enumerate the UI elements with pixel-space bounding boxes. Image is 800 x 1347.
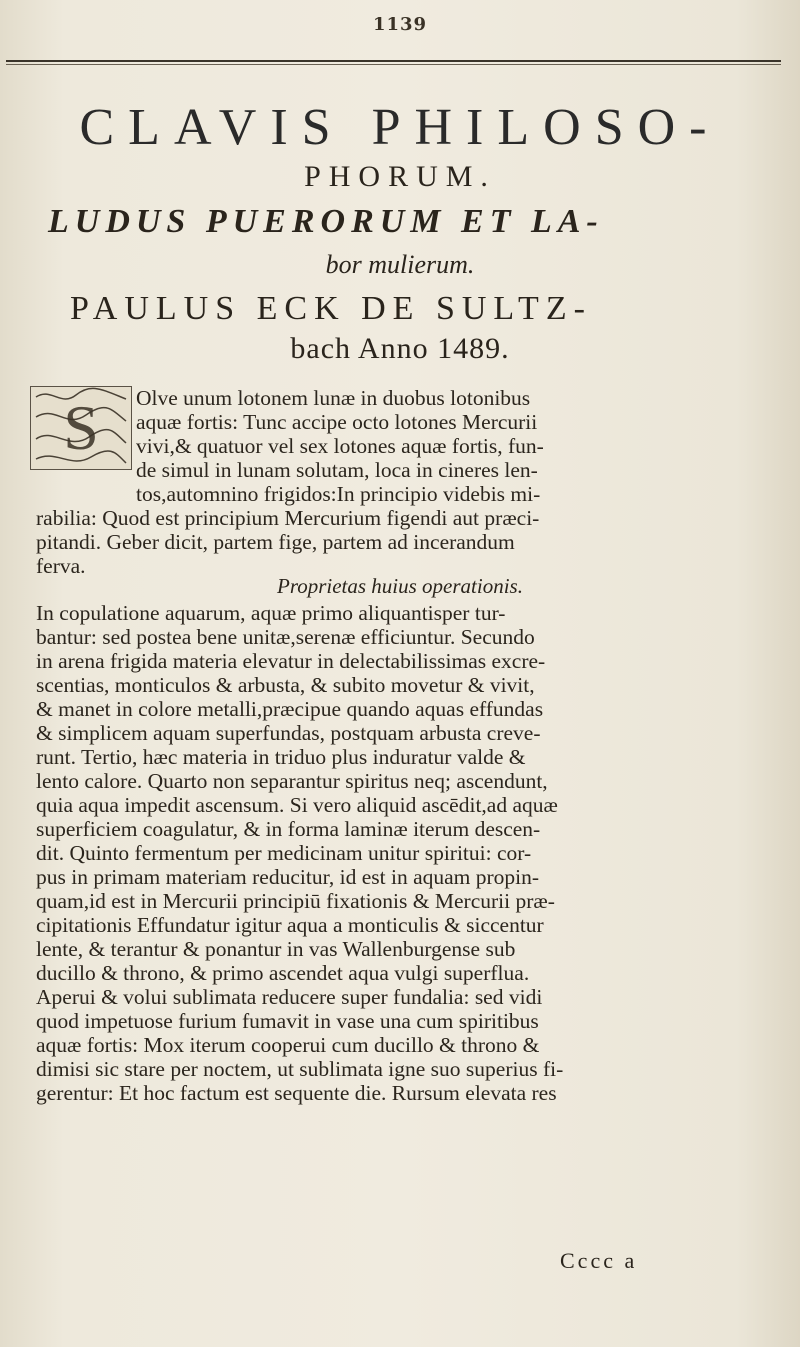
page-number: 1139 <box>372 14 428 35</box>
text-line: in arena frigida materia elevatur in delectabilissimas excre- <box>36 649 546 673</box>
text-line: In copulatione aquarum, aquæ primo aliquantisper tur- <box>36 601 506 625</box>
text-line: scentias, monticulos & arbusta, & subito movetur & vivit, <box>36 673 535 697</box>
svg-text:S: S <box>63 392 99 463</box>
intro-line: vivi,& quatuor vel sex lotones aquæ fortis, fun- <box>136 434 544 458</box>
text-line: bantur: sed postea bene unitæ,serenæ efficiuntur. Secundo <box>36 625 535 649</box>
text-line: lento calore. Quarto non separantur spiritus neq; ascendunt, <box>36 769 548 793</box>
author-line-2: bach Anno 1489. <box>290 332 510 365</box>
title-line-3: LUDUS PUERORUM ET LA- <box>48 203 604 240</box>
text-line: & manet in colore metalli,præcipue quando aquas effundas <box>36 697 544 721</box>
catchword: Cccc a <box>560 1248 638 1273</box>
text-line: cipitationis Effundatur igitur aqua a monticulis & siccentur <box>36 913 544 937</box>
text-line: superficiem coagulatur, & in forma laminæ iterum descen- <box>36 817 541 841</box>
text-line: lente, & terantur & ponantur in vas Wallenburgense sub <box>36 937 516 961</box>
text-line: ferva. <box>36 554 86 578</box>
text-line: rabilia: Quod est principium Mercurium figendi aut præci- <box>36 506 540 530</box>
text-line: & simplicem aquam superfundas, postquam arbusta creve- <box>36 721 541 745</box>
intro-line: tos,automnino frigidos:In principio videbis mi- <box>136 482 541 506</box>
title-line-1: CLAVIS PHILOSO- <box>79 99 721 156</box>
text-line: Aperui & volui sublimata reducere super fundalia: sed vidi <box>36 985 543 1009</box>
title-line-4: bor mulierum. <box>325 250 475 279</box>
text-line: dimisi sic stare per noctem, ut sublimata igne suo superius fi- <box>36 1057 564 1081</box>
intro-line: Olve unum lotonem lunæ in duobus lotonibus <box>136 386 531 410</box>
text-line: runt. Tertio, hæc materia in triduo plus induratur valde & <box>36 745 526 769</box>
text-line: ducillo & throno, & primo ascendet aqua vulgi superflua. <box>36 961 530 985</box>
decorated-initial-s-icon <box>30 386 132 470</box>
intro-line: aquæ fortis: Tunc accipe octo lotones Mercurii <box>136 410 538 434</box>
text-line: aquæ fortis: Mox iterum cooperui cum ducillo & throno & <box>36 1033 540 1057</box>
text-line: pus in primam materiam reducitur, id est in aquam propin- <box>36 865 540 889</box>
text-line: pitandi. Geber dicit, partem fige, partem ad incerandum <box>36 530 515 554</box>
author-line-1: PAULUS ECK DE SULTZ- <box>70 290 592 327</box>
text-line: quia aqua impedit ascensum. Si vero aliquid ascēdit,ad aquæ <box>36 793 558 817</box>
text-line: dit. Quinto fermentum per medicinam unitur spiritui: cor- <box>36 841 532 865</box>
text-line: quam,id est in Mercurii principiū fixationis & Mercurii præ- <box>36 889 555 913</box>
title-line-2: PHORUM. <box>304 160 496 193</box>
header-rule-thin <box>6 64 781 65</box>
text-line: quod impetuose furium fumavit in vase una cum spiritibus <box>36 1009 539 1033</box>
text-line: gerentur: Et hoc factum est sequente die. Rursum elevata res <box>36 1081 557 1105</box>
section-subheading: Proprietas huius operationis. <box>277 574 523 598</box>
intro-line: de simul in lunam solutam, loca in cineres len- <box>136 458 538 482</box>
header-rule <box>6 60 781 62</box>
